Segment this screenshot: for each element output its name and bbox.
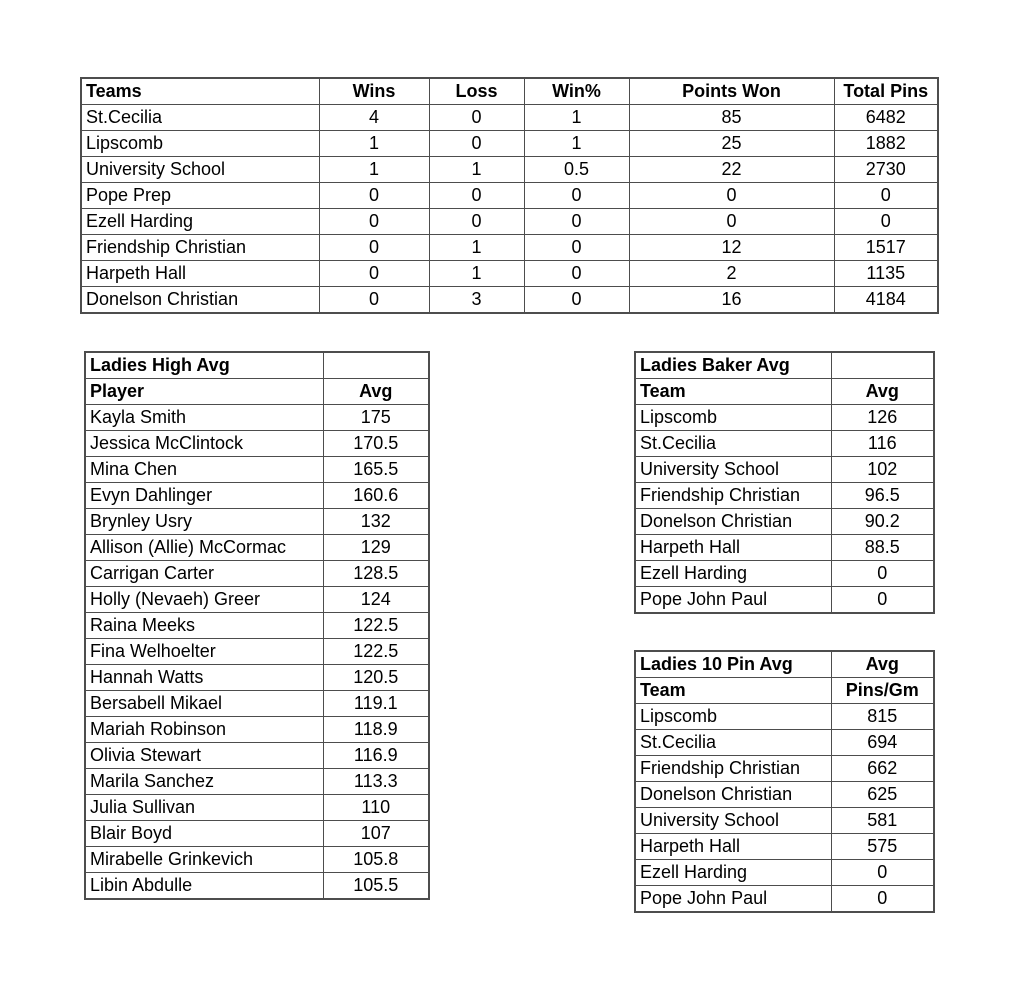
table-title: Ladies 10 Pin Avg — [635, 651, 831, 678]
column-header: Win% — [524, 78, 629, 105]
value-cell: 2730 — [834, 157, 938, 183]
table-row — [81, 287, 938, 314]
value-cell: 25 — [629, 131, 834, 157]
table-row — [635, 886, 934, 913]
table-row — [85, 431, 429, 457]
value-cell: 0 — [524, 209, 629, 235]
name-cell: Marila Sanchez — [85, 769, 323, 795]
value-cell: 116.9 — [323, 743, 429, 769]
value-cell: 132 — [323, 509, 429, 535]
column-header: Avg — [831, 379, 934, 405]
table-header-row — [635, 379, 934, 405]
table-title-row — [85, 352, 429, 379]
value-cell: 175 — [323, 405, 429, 431]
value-cell: 1 — [429, 157, 524, 183]
value-cell: 3 — [429, 287, 524, 314]
name-cell: Mirabelle Grinkevich — [85, 847, 323, 873]
value-cell: 0 — [524, 261, 629, 287]
value-cell: 0 — [429, 183, 524, 209]
table-row — [635, 730, 934, 756]
name-cell: Pope Prep — [81, 183, 319, 209]
value-cell: 0 — [834, 183, 938, 209]
value-cell: 0 — [831, 860, 934, 886]
value-cell: 1517 — [834, 235, 938, 261]
table-row — [85, 561, 429, 587]
name-cell: Libin Abdulle — [85, 873, 323, 900]
table-row — [635, 483, 934, 509]
value-cell: 118.9 — [323, 717, 429, 743]
name-cell: St.Cecilia — [635, 730, 831, 756]
value-cell: 128.5 — [323, 561, 429, 587]
table-row — [635, 860, 934, 886]
table-row — [85, 821, 429, 847]
name-cell: Blair Boyd — [85, 821, 323, 847]
column-header: Pins/Gm — [831, 678, 934, 704]
table-title-row — [635, 352, 934, 379]
name-cell: Donelson Christian — [635, 509, 831, 535]
name-cell: Donelson Christian — [635, 782, 831, 808]
table-row — [635, 782, 934, 808]
value-cell: 113.3 — [323, 769, 429, 795]
value-cell: 124 — [323, 587, 429, 613]
value-cell: 165.5 — [323, 457, 429, 483]
table-row — [85, 873, 429, 900]
table-row — [85, 483, 429, 509]
name-cell: Lipscomb — [635, 405, 831, 431]
value-cell: 0 — [524, 235, 629, 261]
table-row — [85, 587, 429, 613]
name-cell: Raina Meeks — [85, 613, 323, 639]
value-cell: 119.1 — [323, 691, 429, 717]
value-cell: 6482 — [834, 105, 938, 131]
value-cell: 625 — [831, 782, 934, 808]
table-row — [635, 561, 934, 587]
name-cell: Mariah Robinson — [85, 717, 323, 743]
value-cell: 22 — [629, 157, 834, 183]
value-cell: 120.5 — [323, 665, 429, 691]
value-cell: 0 — [831, 886, 934, 913]
name-cell: Allison (Allie) McCormac — [85, 535, 323, 561]
value-cell: 122.5 — [323, 639, 429, 665]
table-row — [81, 131, 938, 157]
value-cell: 694 — [831, 730, 934, 756]
value-cell: 4184 — [834, 287, 938, 314]
name-cell: Bersabell Mikael — [85, 691, 323, 717]
table-title-value: Avg — [831, 651, 934, 678]
table-row — [85, 769, 429, 795]
name-cell: Fina Welhoelter — [85, 639, 323, 665]
value-cell: 0 — [629, 183, 834, 209]
column-header: Team — [635, 678, 831, 704]
value-cell: 1 — [524, 131, 629, 157]
table-row — [635, 405, 934, 431]
value-cell: 129 — [323, 535, 429, 561]
name-cell: Julia Sullivan — [85, 795, 323, 821]
value-cell: 0 — [524, 183, 629, 209]
ladies-baker-avg-table — [634, 351, 935, 614]
value-cell: 116 — [831, 431, 934, 457]
name-cell: University School — [635, 457, 831, 483]
value-cell: 16 — [629, 287, 834, 314]
value-cell: 1 — [429, 261, 524, 287]
table-row — [635, 808, 934, 834]
value-cell: 0 — [319, 235, 429, 261]
table-row — [85, 509, 429, 535]
column-header: Wins — [319, 78, 429, 105]
name-cell: Holly (Nevaeh) Greer — [85, 587, 323, 613]
table-row — [635, 756, 934, 782]
value-cell: 2 — [629, 261, 834, 287]
name-cell: Mina Chen — [85, 457, 323, 483]
value-cell: 105.5 — [323, 873, 429, 900]
name-cell: St.Cecilia — [81, 105, 319, 131]
table-header-row — [635, 678, 934, 704]
value-cell: 1135 — [834, 261, 938, 287]
name-cell: Friendship Christian — [635, 483, 831, 509]
value-cell: 0 — [319, 261, 429, 287]
value-cell: 4 — [319, 105, 429, 131]
value-cell: 662 — [831, 756, 934, 782]
value-cell: 0 — [319, 183, 429, 209]
value-cell: 815 — [831, 704, 934, 730]
name-cell: Ezell Harding — [635, 860, 831, 886]
value-cell: 581 — [831, 808, 934, 834]
value-cell: 0 — [831, 561, 934, 587]
column-header: Points Won — [629, 78, 834, 105]
table-title-row — [635, 651, 934, 678]
table-row — [85, 743, 429, 769]
name-cell: University School — [81, 157, 319, 183]
value-cell: 1882 — [834, 131, 938, 157]
table-header-row — [85, 379, 429, 405]
value-cell: 0 — [319, 209, 429, 235]
value-cell: 110 — [323, 795, 429, 821]
table-row — [635, 509, 934, 535]
column-header: Avg — [323, 379, 429, 405]
value-cell: 12 — [629, 235, 834, 261]
table-row — [81, 183, 938, 209]
column-header: Player — [85, 379, 323, 405]
table-title: Ladies High Avg — [85, 352, 323, 379]
name-cell: St.Cecilia — [635, 431, 831, 457]
value-cell: 0 — [429, 105, 524, 131]
value-cell: 88.5 — [831, 535, 934, 561]
value-cell: 160.6 — [323, 483, 429, 509]
table-row — [635, 431, 934, 457]
value-cell: 1 — [429, 235, 524, 261]
value-cell: 0 — [524, 287, 629, 314]
column-header: Loss — [429, 78, 524, 105]
table-row — [81, 105, 938, 131]
table-row — [85, 717, 429, 743]
value-cell: 1 — [319, 131, 429, 157]
value-cell: 126 — [831, 405, 934, 431]
table-row — [81, 209, 938, 235]
table-row — [85, 665, 429, 691]
table-row — [635, 457, 934, 483]
value-cell: 96.5 — [831, 483, 934, 509]
table-row — [81, 261, 938, 287]
value-cell: 105.8 — [323, 847, 429, 873]
value-cell: 107 — [323, 821, 429, 847]
name-cell: University School — [635, 808, 831, 834]
name-cell: Evyn Dahlinger — [85, 483, 323, 509]
name-cell: Ezell Harding — [635, 561, 831, 587]
value-cell: 575 — [831, 834, 934, 860]
value-cell: 0 — [429, 209, 524, 235]
table-row — [85, 639, 429, 665]
table-row — [81, 157, 938, 183]
table-row — [85, 405, 429, 431]
value-cell: 0 — [831, 587, 934, 614]
ladies-ten-pin-avg-table — [634, 650, 935, 913]
value-cell: 122.5 — [323, 613, 429, 639]
name-cell: Harpeth Hall — [635, 834, 831, 860]
value-cell: 0 — [629, 209, 834, 235]
name-cell: Friendship Christian — [81, 235, 319, 261]
ladies-high-avg-table — [84, 351, 430, 900]
table-row — [85, 795, 429, 821]
column-header: Total Pins — [834, 78, 938, 105]
table-row — [85, 535, 429, 561]
name-cell: Pope John Paul — [635, 587, 831, 614]
name-cell: Carrigan Carter — [85, 561, 323, 587]
name-cell: Donelson Christian — [81, 287, 319, 314]
table-title-value — [831, 352, 934, 379]
table-row — [635, 587, 934, 614]
table-title-value — [323, 352, 429, 379]
table-row — [85, 691, 429, 717]
table-row — [635, 834, 934, 860]
value-cell: 1 — [319, 157, 429, 183]
team-standings-table — [80, 77, 939, 314]
name-cell: Lipscomb — [635, 704, 831, 730]
name-cell: Kayla Smith — [85, 405, 323, 431]
name-cell: Brynley Usry — [85, 509, 323, 535]
value-cell: 90.2 — [831, 509, 934, 535]
value-cell: 170.5 — [323, 431, 429, 457]
name-cell: Ezell Harding — [81, 209, 319, 235]
value-cell: 0 — [429, 131, 524, 157]
table-row — [635, 535, 934, 561]
column-header: Teams — [81, 78, 319, 105]
table-row — [81, 235, 938, 261]
value-cell: 0 — [834, 209, 938, 235]
name-cell: Harpeth Hall — [635, 535, 831, 561]
name-cell: Pope John Paul — [635, 886, 831, 913]
table-header-row — [81, 78, 938, 105]
table-title: Ladies Baker Avg — [635, 352, 831, 379]
name-cell: Lipscomb — [81, 131, 319, 157]
name-cell: Olivia Stewart — [85, 743, 323, 769]
table-row — [85, 613, 429, 639]
table-row — [635, 704, 934, 730]
value-cell: 85 — [629, 105, 834, 131]
table-row — [85, 847, 429, 873]
value-cell: 102 — [831, 457, 934, 483]
table-row — [85, 457, 429, 483]
name-cell: Harpeth Hall — [81, 261, 319, 287]
value-cell: 1 — [524, 105, 629, 131]
name-cell: Friendship Christian — [635, 756, 831, 782]
value-cell: 0.5 — [524, 157, 629, 183]
name-cell: Jessica McClintock — [85, 431, 323, 457]
name-cell: Hannah Watts — [85, 665, 323, 691]
value-cell: 0 — [319, 287, 429, 314]
column-header: Team — [635, 379, 831, 405]
